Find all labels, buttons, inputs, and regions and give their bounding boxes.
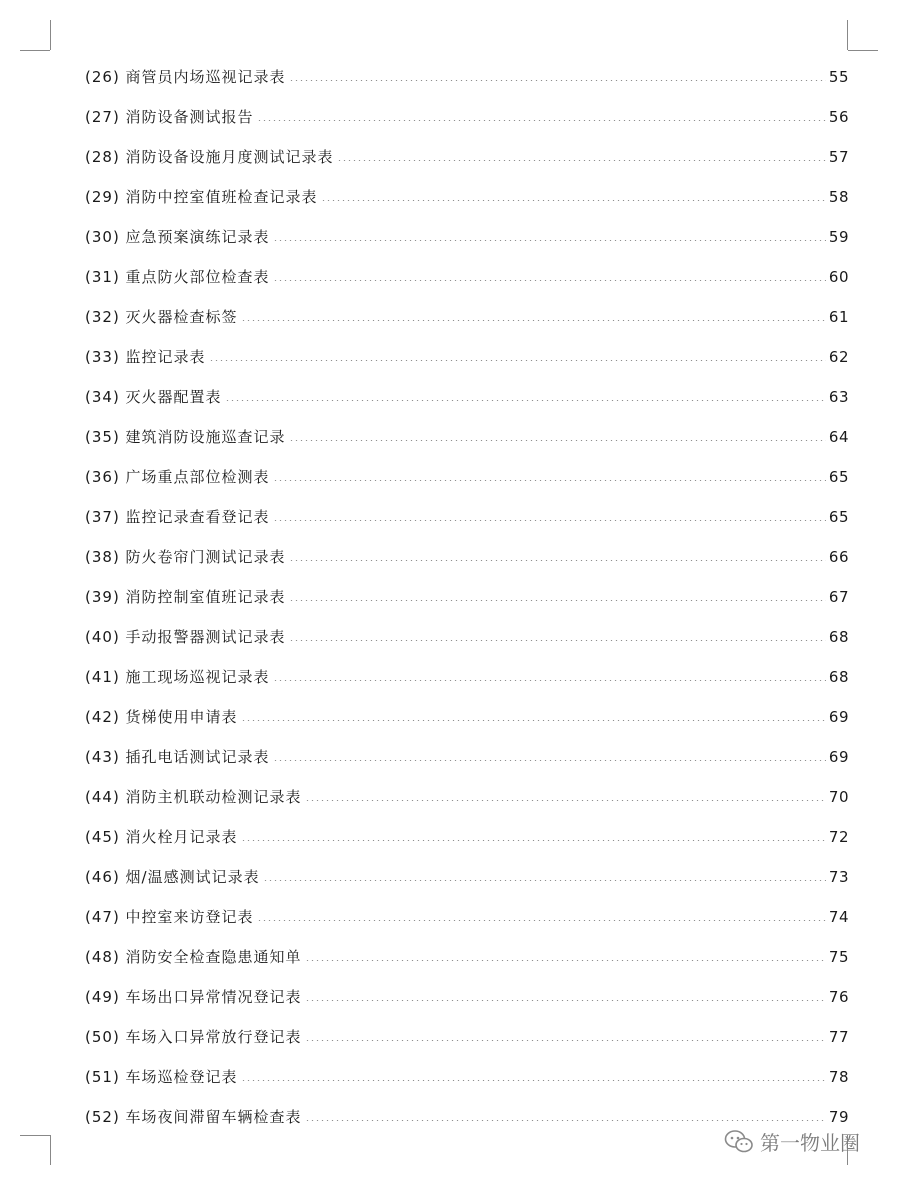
toc-entry-page-number: 63 bbox=[828, 388, 849, 406]
toc-entry-page-number: 62 bbox=[828, 348, 849, 366]
toc-entry[interactable] bbox=[85, 137, 849, 177]
toc-entry-page-number: 72 bbox=[828, 828, 849, 846]
toc-entry-page-number: 69 bbox=[828, 748, 849, 766]
toc-entry-title: (30) 应急预案演练记录表 bbox=[85, 228, 270, 246]
toc-entry-title: (41) 施工现场巡视记录表 bbox=[85, 668, 270, 686]
toc-entry[interactable] bbox=[85, 817, 849, 857]
toc-entry-page-number: 79 bbox=[828, 1108, 849, 1126]
toc-entry-title: (50) 车场入口异常放行登记表 bbox=[85, 1028, 302, 1046]
toc-entry-page-number: 73 bbox=[828, 868, 849, 886]
toc-dot-leader bbox=[305, 1040, 826, 1041]
toc-dot-leader bbox=[289, 560, 826, 561]
toc-entry[interactable] bbox=[85, 97, 849, 137]
toc-dot-leader bbox=[289, 640, 826, 641]
toc-entry[interactable] bbox=[85, 377, 849, 417]
toc-dot-leader bbox=[305, 960, 826, 961]
toc-dot-leader bbox=[209, 360, 826, 361]
toc-entry-title: (29) 消防中控室值班检查记录表 bbox=[85, 188, 318, 206]
toc-entry-title: (32) 灭火器检查标签 bbox=[85, 308, 238, 326]
toc-entry-page-number: 70 bbox=[828, 788, 849, 806]
toc-dot-leader bbox=[257, 120, 826, 121]
toc-dot-leader bbox=[273, 680, 826, 681]
toc-dot-leader bbox=[273, 520, 826, 521]
toc-entry-title: (45) 消火栓月记录表 bbox=[85, 828, 238, 846]
toc-entry-page-number: 65 bbox=[828, 468, 849, 486]
toc-dot-leader bbox=[337, 160, 826, 161]
toc-dot-leader bbox=[273, 480, 826, 481]
watermark bbox=[724, 1127, 860, 1156]
wechat-icon bbox=[724, 1129, 754, 1155]
toc-entry[interactable] bbox=[85, 777, 849, 817]
toc-entry-title: (49) 车场出口异常情况登记表 bbox=[85, 988, 302, 1006]
toc-entry-page-number: 76 bbox=[828, 988, 849, 1006]
toc-entry[interactable] bbox=[85, 297, 849, 337]
toc-entry[interactable] bbox=[85, 457, 849, 497]
toc-entry-page-number: 58 bbox=[828, 188, 849, 206]
toc-entry-page-number: 60 bbox=[828, 268, 849, 286]
toc-entry-page-number: 69 bbox=[828, 708, 849, 726]
toc-entry[interactable] bbox=[85, 1017, 849, 1057]
toc-entry[interactable] bbox=[85, 537, 849, 577]
toc-dot-leader bbox=[257, 920, 826, 921]
toc-dot-leader bbox=[321, 200, 826, 201]
toc-entry-title: (39) 消防控制室值班记录表 bbox=[85, 588, 286, 606]
toc-entry-title: (35) 建筑消防设施巡查记录 bbox=[85, 428, 286, 446]
toc-dot-leader bbox=[241, 840, 826, 841]
toc-entry[interactable] bbox=[85, 977, 849, 1017]
toc-entry-title: (31) 重点防火部位检查表 bbox=[85, 268, 270, 286]
toc-entry-title: (47) 中控室来访登记表 bbox=[85, 908, 254, 926]
toc-entry-title: (42) 货梯使用申请表 bbox=[85, 708, 238, 726]
toc-entry-page-number: 65 bbox=[828, 508, 849, 526]
toc-entry[interactable] bbox=[85, 617, 849, 657]
toc-entry[interactable] bbox=[85, 577, 849, 617]
toc-dot-leader bbox=[273, 760, 826, 761]
toc-entry-title: (34) 灭火器配置表 bbox=[85, 388, 222, 406]
toc-entry[interactable] bbox=[85, 897, 849, 937]
toc-entry-page-number: 74 bbox=[828, 908, 849, 926]
toc-entry[interactable] bbox=[85, 57, 849, 97]
toc-dot-leader bbox=[289, 80, 826, 81]
toc-entry-title: (28) 消防设备设施月度测试记录表 bbox=[85, 148, 334, 166]
toc-entry-title: (51) 车场巡检登记表 bbox=[85, 1068, 238, 1086]
toc-dot-leader bbox=[241, 320, 826, 321]
toc-entry-page-number: 77 bbox=[828, 1028, 849, 1046]
toc-entry-page-number: 68 bbox=[828, 668, 849, 686]
toc-entry-title: (44) 消防主机联动检测记录表 bbox=[85, 788, 302, 806]
toc-dot-leader bbox=[273, 240, 826, 241]
toc-entry-title: (48) 消防安全检查隐患通知单 bbox=[85, 948, 302, 966]
toc-entry-page-number: 56 bbox=[828, 108, 849, 126]
toc-entry[interactable] bbox=[85, 737, 849, 777]
toc-dot-leader bbox=[241, 1080, 826, 1081]
toc-dot-leader bbox=[225, 400, 826, 401]
toc-dot-leader bbox=[289, 440, 826, 441]
toc-dot-leader bbox=[241, 720, 826, 721]
toc-entry-page-number: 55 bbox=[828, 68, 849, 86]
watermark-text: 第一物业圈 bbox=[760, 1131, 860, 1155]
toc-entry[interactable] bbox=[85, 1057, 849, 1097]
toc-dot-leader bbox=[289, 600, 826, 601]
toc-entry-title: (27) 消防设备测试报告 bbox=[85, 108, 254, 126]
toc-entry-title: (38) 防火卷帘门测试记录表 bbox=[85, 548, 286, 566]
toc-entry-title: (36) 广场重点部位检测表 bbox=[85, 468, 270, 486]
toc-dot-leader bbox=[263, 880, 826, 881]
toc-dot-leader bbox=[273, 280, 826, 281]
toc-entry-title: (26) 商管员内场巡视记录表 bbox=[85, 68, 286, 86]
toc-entry[interactable] bbox=[85, 937, 849, 977]
toc-entry-page-number: 64 bbox=[828, 428, 849, 446]
toc-entry-title: (46) 烟/温感测试记录表 bbox=[85, 868, 260, 886]
toc-entry[interactable] bbox=[85, 177, 849, 217]
toc-entry-page-number: 59 bbox=[828, 228, 849, 246]
toc-entry[interactable] bbox=[85, 497, 849, 537]
toc-entry-page-number: 78 bbox=[828, 1068, 849, 1086]
toc-entry-page-number: 68 bbox=[828, 628, 849, 646]
toc-dot-leader bbox=[305, 800, 826, 801]
toc-entry-title: (43) 插孔电话测试记录表 bbox=[85, 748, 270, 766]
toc-entry-page-number: 61 bbox=[828, 308, 849, 326]
toc-entry-title: (33) 监控记录表 bbox=[85, 348, 206, 366]
toc-entry-page-number: 67 bbox=[828, 588, 849, 606]
toc-entry-title: (52) 车场夜间滞留车辆检查表 bbox=[85, 1108, 302, 1126]
toc-entry[interactable] bbox=[85, 857, 849, 897]
table-of-contents bbox=[85, 57, 849, 1137]
toc-dot-leader bbox=[305, 1120, 826, 1121]
toc-entry[interactable] bbox=[85, 257, 849, 297]
toc-entry[interactable] bbox=[85, 417, 849, 457]
toc-entry-title: (37) 监控记录查看登记表 bbox=[85, 508, 270, 526]
toc-entry[interactable] bbox=[85, 337, 849, 377]
toc-entry-page-number: 57 bbox=[828, 148, 849, 166]
toc-entry-page-number: 66 bbox=[828, 548, 849, 566]
toc-dot-leader bbox=[305, 1000, 826, 1001]
toc-entry[interactable] bbox=[85, 697, 849, 737]
toc-entry-title: (40) 手动报警器测试记录表 bbox=[85, 628, 286, 646]
toc-entry[interactable] bbox=[85, 217, 849, 257]
toc-entry[interactable] bbox=[85, 657, 849, 697]
toc-entry-page-number: 75 bbox=[828, 948, 849, 966]
